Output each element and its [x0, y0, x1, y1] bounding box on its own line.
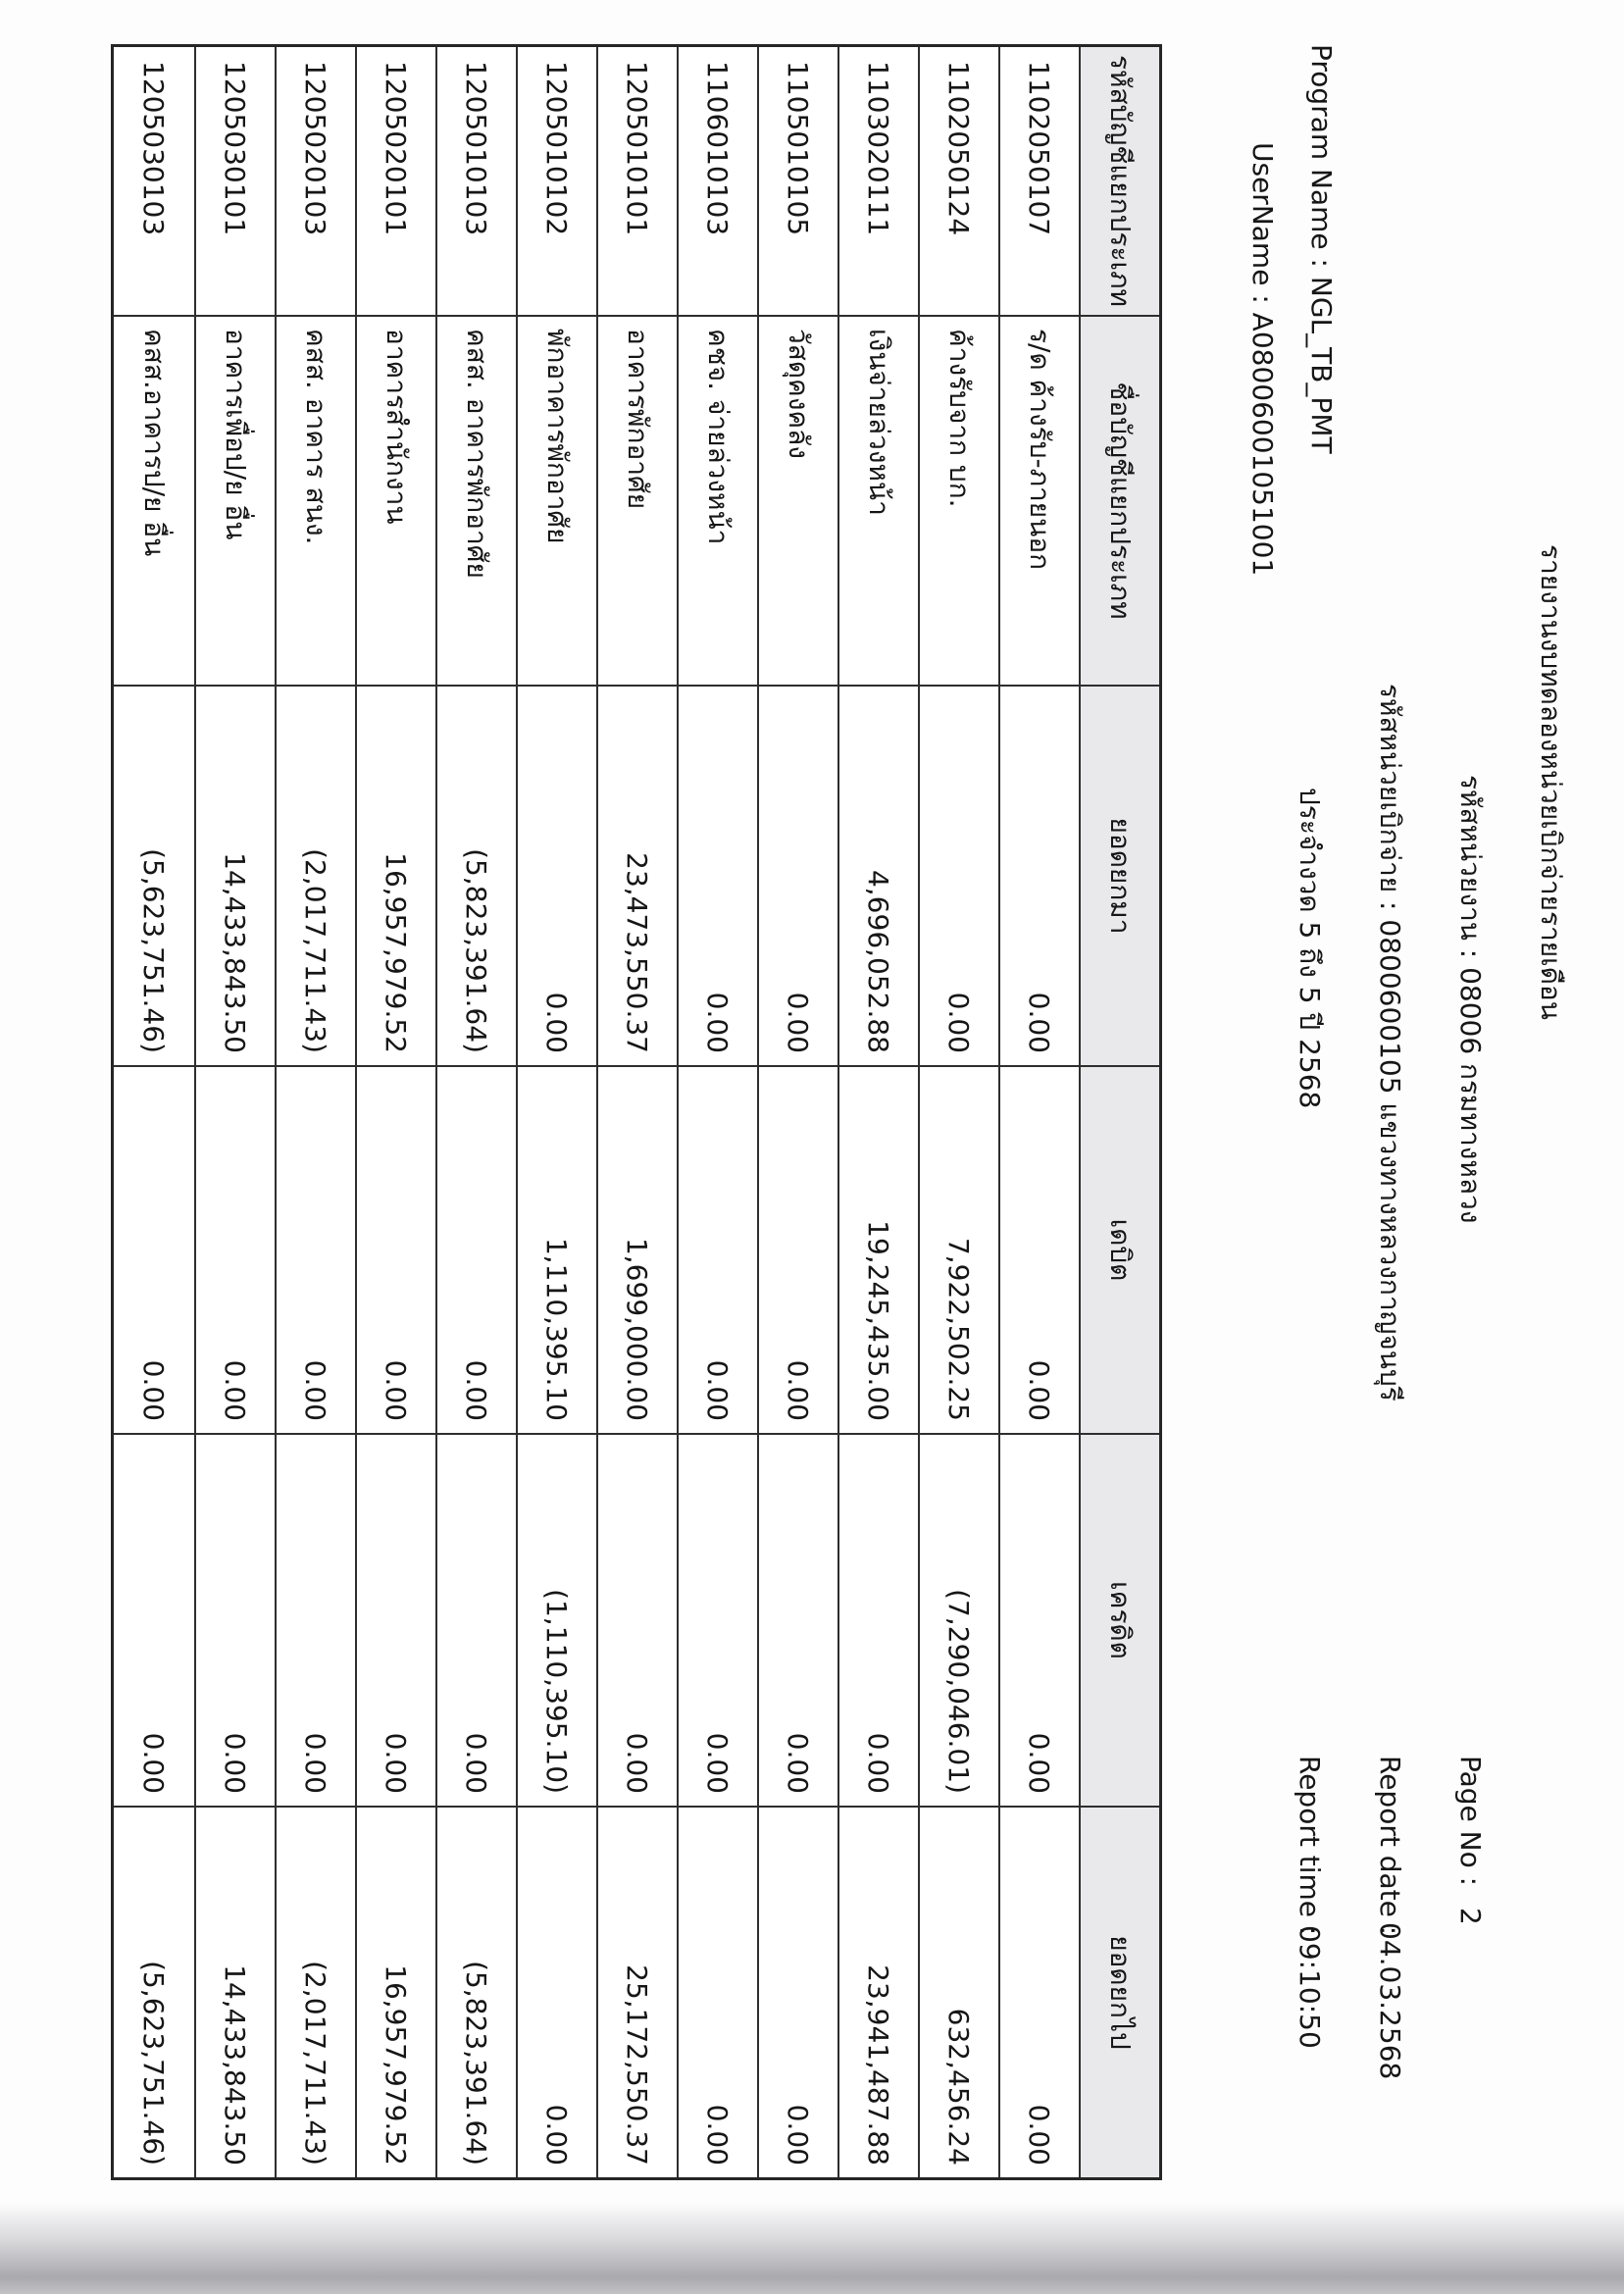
cell-name: อาคารเพื่อป/ย อื่น: [194, 317, 275, 687]
cell-name: เงินจ่ายล่วงหน้า: [837, 317, 918, 687]
cell-name: ค้างรับจาก บก.: [918, 317, 998, 687]
cell-credit: (1,110,395.10): [516, 1435, 596, 1808]
report-date-label: Report date :: [1374, 1756, 1406, 1936]
cell-balance-cf: 25,172,550.37: [596, 1808, 677, 2177]
cell-debit: 0.00: [677, 1067, 757, 1435]
cell-debit: 0.00: [114, 1067, 194, 1435]
cell-debit: 1,699,000.00: [596, 1067, 677, 1435]
cell-code: 1205020101: [355, 47, 435, 317]
cell-credit: 0.00: [757, 1435, 837, 1808]
cell-balance-cf: 0.00: [757, 1808, 837, 2177]
report-time-label: Report time :: [1294, 1756, 1326, 1936]
cell-debit: 0.00: [194, 1067, 275, 1435]
cell-credit: 0.00: [114, 1435, 194, 1808]
cell-credit: 0.00: [194, 1435, 275, 1808]
cell-balance-cf: 0.00: [677, 1808, 757, 2177]
cell-debit: 0.00: [275, 1067, 355, 1435]
cell-debit: 0.00: [435, 1067, 516, 1435]
cell-code: 1205010102: [516, 47, 596, 317]
cell-balance-bf: (5,823,391.64): [435, 687, 516, 1067]
cell-balance-bf: 16,957,979.52: [355, 687, 435, 1067]
cell-credit: 0.00: [355, 1435, 435, 1808]
paying-unit-line: รหัสหน่วยเบิกจ่าย : 0800600105 แขวงทางหลวงกาญจนบุรี: [1374, 684, 1406, 1402]
cell-name: คสส. อาคารพักอาศัย: [435, 317, 516, 687]
cell-name: คสส.อาคารป/ย อื่น: [114, 317, 194, 687]
program-name-line: Program Name : NGL_TB_PMT: [1305, 44, 1338, 454]
cell-code: 1205030103: [114, 47, 194, 317]
cell-balance-bf: 0.00: [516, 687, 596, 1067]
cell-credit: 0.00: [837, 1435, 918, 1808]
cell-credit: 0.00: [596, 1435, 677, 1808]
cell-credit: 0.00: [275, 1435, 355, 1808]
col-header-credit: เครดิต: [1079, 1435, 1159, 1808]
cell-balance-bf: (2,017,711.43): [275, 687, 355, 1067]
cell-debit: 0.00: [998, 1067, 1079, 1435]
cell-balance-cf: (5,823,391.64): [435, 1808, 516, 2177]
cell-code: 1105010105: [757, 47, 837, 317]
cell-balance-cf: (2,017,711.43): [275, 1808, 355, 2177]
cell-credit: 0.00: [435, 1435, 516, 1808]
cell-balance-bf: 0.00: [918, 687, 998, 1067]
cell-debit: 0.00: [355, 1067, 435, 1435]
cell-name: วัสดุคงคลัง: [757, 317, 837, 687]
cell-debit: 7,922,502.25: [918, 1067, 998, 1435]
report-date-value: 04.03.2568: [1374, 1922, 1406, 2080]
cell-name: ร/ด ค้างรับ-ภายนอก: [998, 317, 1079, 687]
cell-name: อาคารพักอาศัย: [596, 317, 677, 687]
page-no-value: 2: [1454, 1908, 1487, 1925]
cell-balance-cf: (5,623,751.46): [137, 1961, 171, 2166]
cell-balance-cf: 0.00: [516, 1808, 596, 2177]
report-title: รายงานงบทดลองหน่วยเบิกจ่ายรายเดือน: [1535, 544, 1567, 1020]
agency-code-line: รหัสหน่วยงาน : 08006 กรมทางหลวง: [1454, 775, 1487, 1224]
cell-name: พักอาคารพักอาศัย: [516, 317, 596, 687]
cell-name: อาคารสำนักงาน: [355, 317, 435, 687]
cell-name: คสส. อาคาร สนง.: [275, 317, 355, 687]
trial-balance-table: [111, 44, 1162, 2180]
cell-debit: 0.00: [757, 1067, 837, 1435]
cell-balance-bf: 0.00: [677, 687, 757, 1067]
cell-debit: 19,245,435.00: [837, 1067, 918, 1435]
scanner-edge-shadow: [0, 2202, 1624, 2294]
cell-debit: 1,110,395.10: [516, 1067, 596, 1435]
cell-balance-cf: 14,433,843.50: [194, 1808, 275, 2177]
cell-code: 1205020103: [275, 47, 355, 317]
page-no-label: Page No :: [1454, 1756, 1487, 1887]
cell-balance-bf: 14,433,843.50: [194, 687, 275, 1067]
cell-code: 1102050124: [918, 47, 998, 317]
user-name-line: UserName : A08006001051001: [1246, 142, 1279, 577]
cell-code: 1102050107: [998, 47, 1079, 317]
cell-balance-bf: 23,473,550.37: [596, 687, 677, 1067]
period-line: ประจำงวด 5 ถึง 5 ปี 2568: [1294, 788, 1326, 1109]
cell-code: 1205010101: [596, 47, 677, 317]
col-header-debit: เดบิต: [1079, 1067, 1159, 1435]
col-header-ledger-name: ชื่อบัญชีแยกประเภท: [1079, 317, 1159, 687]
cell-balance-bf: 0.00: [998, 687, 1079, 1067]
report-time-value: 09:10:50: [1294, 1925, 1326, 2049]
cell-code: 1103020111: [837, 47, 918, 317]
cell-code: 1205030101: [194, 47, 275, 317]
cell-credit: 0.00: [677, 1435, 757, 1808]
cell-credit: 0.00: [998, 1435, 1079, 1808]
col-header-balance-bf: ยอดยกมา: [1079, 687, 1159, 1067]
cell-code: 1205010103: [435, 47, 516, 317]
cell-balance-cf: 632,456.24: [918, 1808, 998, 2177]
cell-balance-bf: (5,623,751.46): [114, 687, 194, 1067]
cell-balance-bf: 4,696,052.88: [837, 687, 918, 1067]
col-header-ledger-code: รหัสบัญชีแยกประเภท: [1079, 47, 1159, 317]
col-header-balance-cf: ยอดยกไป: [1079, 1808, 1159, 2177]
cell-balance-cf: 23,941,487.88: [837, 1808, 918, 2177]
cell-balance-cf: 0.00: [998, 1808, 1079, 2177]
cell-balance-cf: 16,957,979.52: [355, 1808, 435, 2177]
cell-balance-bf: 0.00: [757, 687, 837, 1067]
cell-name: คชจ. จ่ายล่วงหน้า: [677, 317, 757, 687]
cell-code: 1106010103: [677, 47, 757, 317]
cell-credit: (7,290,046.01): [918, 1435, 998, 1808]
